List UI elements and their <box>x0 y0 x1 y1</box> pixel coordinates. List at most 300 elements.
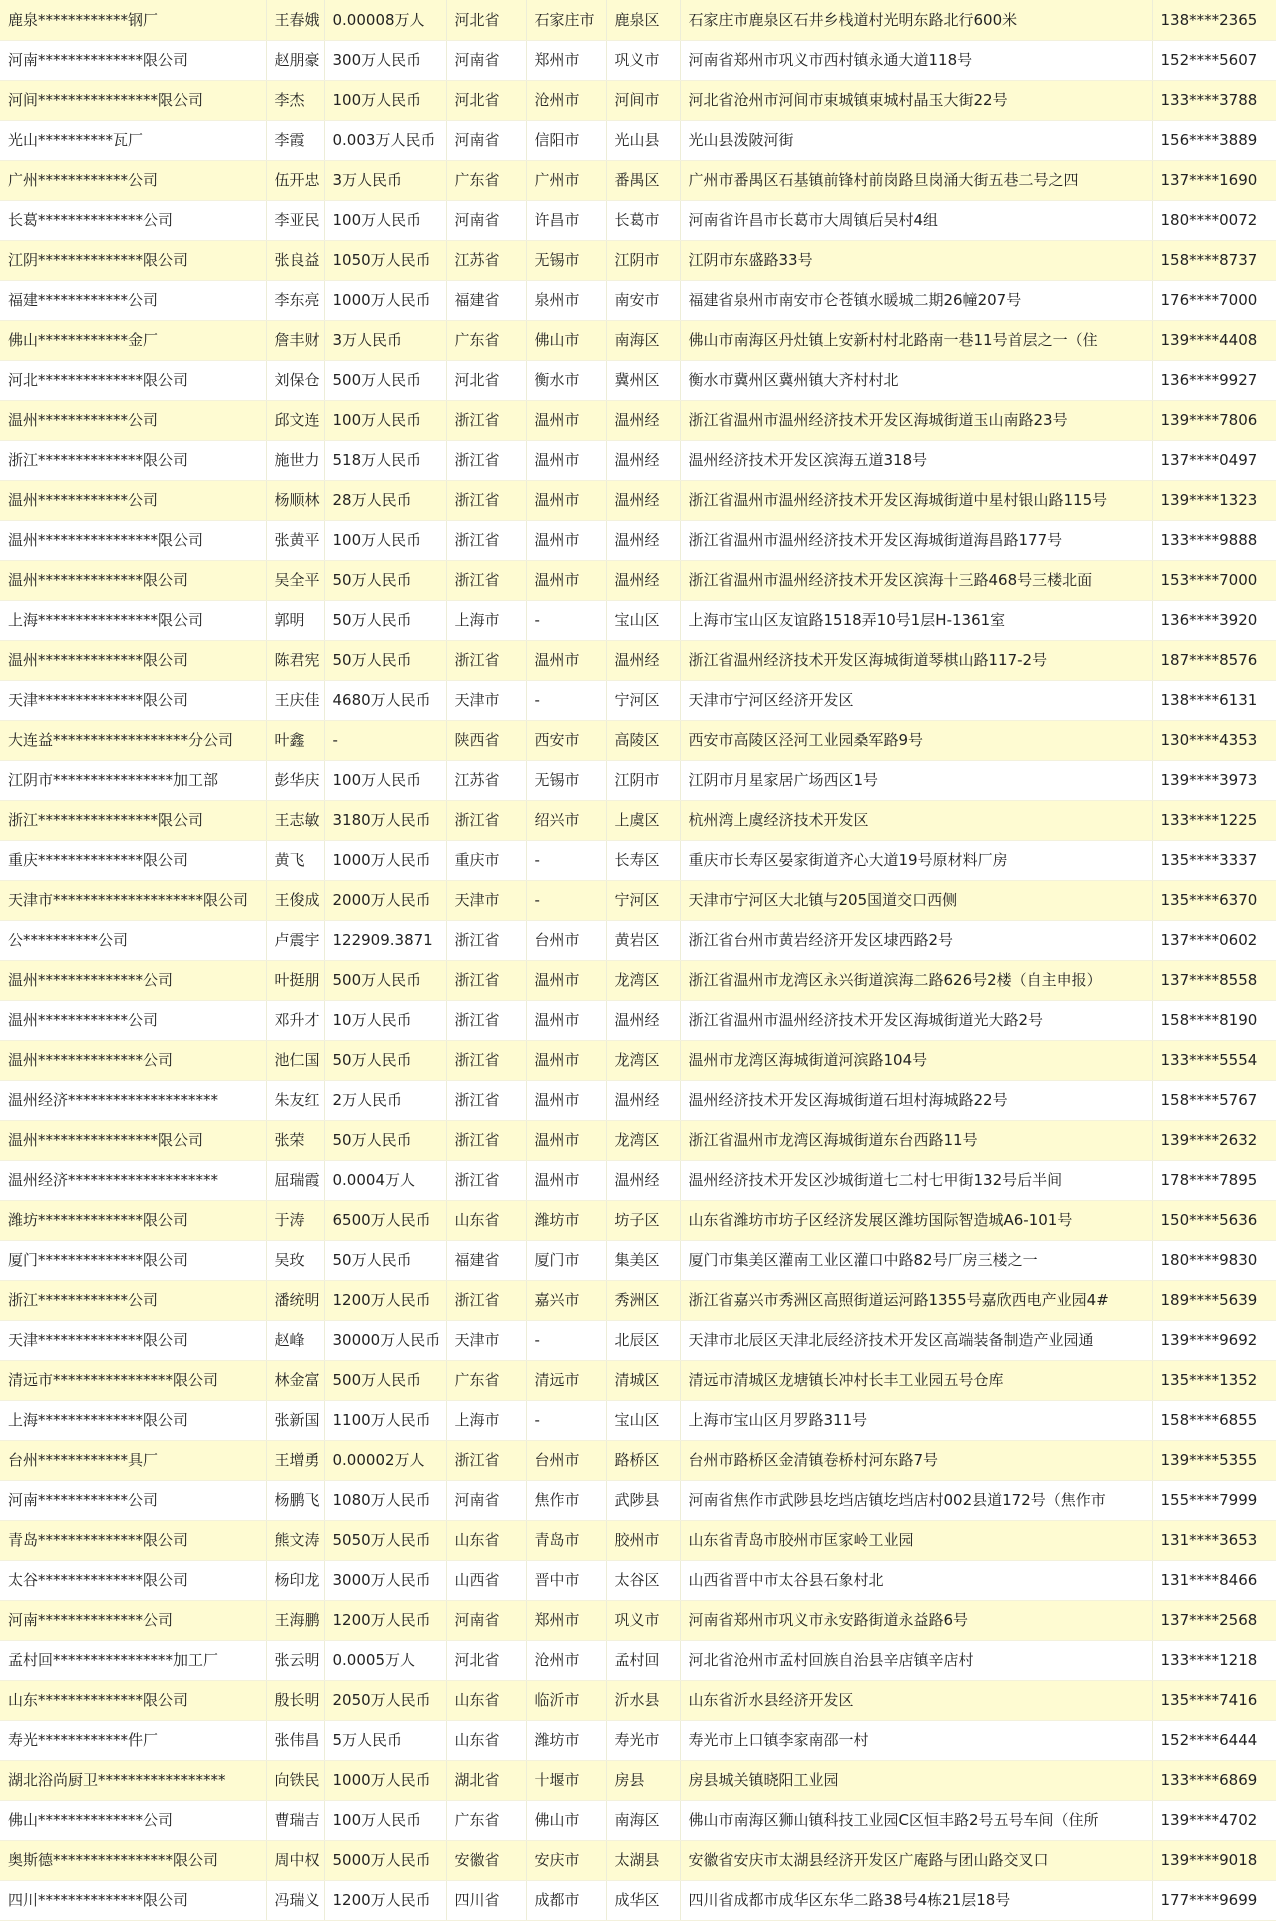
phone-cell: 180****9830 <box>1152 1240 1276 1280</box>
district-cell: 龙湾区 <box>606 960 680 1000</box>
city-cell: 西安市 <box>526 720 606 760</box>
city-cell: 石家庄市 <box>526 0 606 40</box>
address-cell: 河北省沧州市孟村回族自治县辛店镇辛店村 <box>680 1640 1152 1680</box>
registered-capital-cell: 1080万人民币 <box>324 1480 446 1520</box>
province-cell: 上海市 <box>446 1400 526 1440</box>
legal-person-cell: 向铁民 <box>266 1760 324 1800</box>
district-cell: 成华区 <box>606 1880 680 1920</box>
table-row <box>0 1480 1276 1520</box>
legal-person-cell: 李霞 <box>266 120 324 160</box>
province-cell: 河南省 <box>446 200 526 240</box>
company-name-cell: 太谷**************限公司 <box>0 1560 266 1600</box>
table-row <box>0 1760 1276 1800</box>
table-row <box>0 160 1276 200</box>
address-cell: 浙江省温州市龙湾区永兴街道滨海二路626号2楼（自主申报） <box>680 960 1152 1000</box>
table-row <box>0 1520 1276 1560</box>
address-cell: 浙江省温州市温州经济技术开发区海城街道玉山南路23号 <box>680 400 1152 440</box>
registered-capital-cell: 5050万人民币 <box>324 1520 446 1560</box>
address-cell: 浙江省温州市温州经济技术开发区滨海十三路468号三楼北面 <box>680 560 1152 600</box>
district-cell: 高陵区 <box>606 720 680 760</box>
city-cell: 广州市 <box>526 160 606 200</box>
province-cell: 福建省 <box>446 1240 526 1280</box>
city-cell: 成都市 <box>526 1880 606 1920</box>
phone-cell: 155****7999 <box>1152 1480 1276 1520</box>
table-row <box>0 1400 1276 1440</box>
province-cell: 浙江省 <box>446 1000 526 1040</box>
phone-cell: 131****3653 <box>1152 1520 1276 1560</box>
province-cell: 安徽省 <box>446 1840 526 1880</box>
company-name-cell: 清远市****************限公司 <box>0 1360 266 1400</box>
legal-person-cell: 屈瑞霞 <box>266 1160 324 1200</box>
company-name-cell: 温州****************限公司 <box>0 1120 266 1160</box>
table-row <box>0 80 1276 120</box>
legal-person-cell: 王志敏 <box>266 800 324 840</box>
table-row <box>0 1840 1276 1880</box>
city-cell: - <box>526 600 606 640</box>
district-cell: 巩义市 <box>606 40 680 80</box>
registered-capital-cell: 0.003万人民币 <box>324 120 446 160</box>
company-name-cell: 江阴**************限公司 <box>0 240 266 280</box>
address-cell: 浙江省嘉兴市秀洲区高照街道运河路1355号嘉欣西电产业园4# <box>680 1280 1152 1320</box>
table-row <box>0 960 1276 1000</box>
phone-cell: 137****1690 <box>1152 160 1276 200</box>
company-name-cell: 上海**************限公司 <box>0 1400 266 1440</box>
address-cell: 山东省沂水县经济开发区 <box>680 1680 1152 1720</box>
city-cell: 许昌市 <box>526 200 606 240</box>
province-cell: 四川省 <box>446 1880 526 1920</box>
table-row <box>0 1000 1276 1040</box>
province-cell: 江苏省 <box>446 760 526 800</box>
city-cell: 温州市 <box>526 1120 606 1160</box>
address-cell: 清远市清城区龙塘镇长冲村长丰工业园五号仓库 <box>680 1360 1152 1400</box>
district-cell: 温州经 <box>606 480 680 520</box>
city-cell: 绍兴市 <box>526 800 606 840</box>
registered-capital-cell: 0.0005万人 <box>324 1640 446 1680</box>
address-cell: 山东省青岛市胶州市匡家岭工业园 <box>680 1520 1152 1560</box>
registered-capital-cell: 122909.3871 <box>324 920 446 960</box>
legal-person-cell: 杨顺林 <box>266 480 324 520</box>
address-cell: 天津市宁河区经济开发区 <box>680 680 1152 720</box>
province-cell: 浙江省 <box>446 800 526 840</box>
company-name-cell: 天津**************限公司 <box>0 1320 266 1360</box>
company-name-cell: 潍坊**************限公司 <box>0 1200 266 1240</box>
legal-person-cell: 朱友红 <box>266 1080 324 1120</box>
company-name-cell: 厦门**************限公司 <box>0 1240 266 1280</box>
legal-person-cell: 殷长明 <box>266 1680 324 1720</box>
district-cell: 鹿泉区 <box>606 0 680 40</box>
registered-capital-cell: 100万人民币 <box>324 520 446 560</box>
registered-capital-cell: 50万人民币 <box>324 1120 446 1160</box>
phone-cell: 139****9692 <box>1152 1320 1276 1360</box>
registered-capital-cell: 500万人民币 <box>324 960 446 1000</box>
district-cell: 集美区 <box>606 1240 680 1280</box>
district-cell: 寿光市 <box>606 1720 680 1760</box>
legal-person-cell: 彭华庆 <box>266 760 324 800</box>
registered-capital-cell: 518万人民币 <box>324 440 446 480</box>
legal-person-cell: 张黄平 <box>266 520 324 560</box>
company-name-cell: 温州经济******************** <box>0 1080 266 1120</box>
legal-person-cell: 潘统明 <box>266 1280 324 1320</box>
district-cell: 胶州市 <box>606 1520 680 1560</box>
district-cell: 河间市 <box>606 80 680 120</box>
registered-capital-cell: 100万人民币 <box>324 1800 446 1840</box>
phone-cell: 139****4408 <box>1152 320 1276 360</box>
table-row <box>0 1280 1276 1320</box>
province-cell: 山东省 <box>446 1200 526 1240</box>
address-cell: 浙江省温州市温州经济技术开发区海城街道光大路2号 <box>680 1000 1152 1040</box>
legal-person-cell: 熊文涛 <box>266 1520 324 1560</box>
registered-capital-cell: 50万人民币 <box>324 1040 446 1080</box>
company-name-cell: 温州**************限公司 <box>0 560 266 600</box>
registered-capital-cell: 5万人民币 <box>324 1720 446 1760</box>
company-name-cell: 奥斯德****************限公司 <box>0 1840 266 1880</box>
company-name-cell: 广州************公司 <box>0 160 266 200</box>
company-name-cell: 佛山************金厂 <box>0 320 266 360</box>
address-cell: 房县城关镇晓阳工业园 <box>680 1760 1152 1800</box>
province-cell: 河南省 <box>446 40 526 80</box>
company-name-cell: 天津**************限公司 <box>0 680 266 720</box>
company-name-cell: 温州************公司 <box>0 400 266 440</box>
legal-person-cell: 刘保仓 <box>266 360 324 400</box>
phone-cell: 139****2632 <box>1152 1120 1276 1160</box>
province-cell: 天津市 <box>446 680 526 720</box>
city-cell: 无锡市 <box>526 760 606 800</box>
legal-person-cell: 杨鹏飞 <box>266 1480 324 1520</box>
table-row <box>0 560 1276 600</box>
district-cell: 温州经 <box>606 1000 680 1040</box>
city-cell: 温州市 <box>526 520 606 560</box>
legal-person-cell: 张新国 <box>266 1400 324 1440</box>
phone-cell: 135****6370 <box>1152 880 1276 920</box>
registered-capital-cell: 6500万人民币 <box>324 1200 446 1240</box>
city-cell: 台州市 <box>526 920 606 960</box>
registered-capital-cell: 50万人民币 <box>324 1240 446 1280</box>
province-cell: 浙江省 <box>446 920 526 960</box>
table-row <box>0 600 1276 640</box>
phone-cell: 135****1352 <box>1152 1360 1276 1400</box>
address-cell: 河南省郑州市巩义市永安路街道永益路6号 <box>680 1600 1152 1640</box>
district-cell: 宝山区 <box>606 600 680 640</box>
company-name-cell: 河南**************限公司 <box>0 40 266 80</box>
city-cell: - <box>526 1400 606 1440</box>
legal-person-cell: 黄飞 <box>266 840 324 880</box>
table-row <box>0 1080 1276 1120</box>
district-cell: 路桥区 <box>606 1440 680 1480</box>
registered-capital-cell: 100万人民币 <box>324 400 446 440</box>
district-cell: 宝山区 <box>606 1400 680 1440</box>
registered-capital-cell: 4680万人民币 <box>324 680 446 720</box>
city-cell: 温州市 <box>526 560 606 600</box>
address-cell: 佛山市南海区丹灶镇上安新村村北路南一巷11号首层之一（住 <box>680 320 1152 360</box>
province-cell: 广东省 <box>446 1360 526 1400</box>
province-cell: 山东省 <box>446 1680 526 1720</box>
registered-capital-cell: 50万人民币 <box>324 560 446 600</box>
table-row <box>0 320 1276 360</box>
address-cell: 天津市北辰区天津北辰经济技术开发区高端装备制造产业园通 <box>680 1320 1152 1360</box>
city-cell: 温州市 <box>526 1080 606 1120</box>
city-cell: 温州市 <box>526 960 606 1000</box>
table-row <box>0 520 1276 560</box>
phone-cell: 135****3337 <box>1152 840 1276 880</box>
registered-capital-cell: 10万人民币 <box>324 1000 446 1040</box>
company-name-cell: 上海****************限公司 <box>0 600 266 640</box>
company-name-cell: 光山**********瓦厂 <box>0 120 266 160</box>
province-cell: 河南省 <box>446 1600 526 1640</box>
city-cell: 沧州市 <box>526 1640 606 1680</box>
province-cell: 河南省 <box>446 1480 526 1520</box>
phone-cell: 139****9018 <box>1152 1840 1276 1880</box>
legal-person-cell: 李东亮 <box>266 280 324 320</box>
legal-person-cell: 邱文连 <box>266 400 324 440</box>
province-cell: 上海市 <box>446 600 526 640</box>
phone-cell: 138****2365 <box>1152 0 1276 40</box>
registered-capital-cell: 2万人民币 <box>324 1080 446 1120</box>
district-cell: 武陟县 <box>606 1480 680 1520</box>
phone-cell: 153****7000 <box>1152 560 1276 600</box>
city-cell: 泉州市 <box>526 280 606 320</box>
district-cell: 江阴市 <box>606 760 680 800</box>
address-cell: 衡水市冀州区冀州镇大齐村村北 <box>680 360 1152 400</box>
registered-capital-cell: 1050万人民币 <box>324 240 446 280</box>
district-cell: 温州经 <box>606 1080 680 1120</box>
company-name-cell: 鹿泉************钢厂 <box>0 0 266 40</box>
province-cell: 浙江省 <box>446 480 526 520</box>
city-cell: - <box>526 680 606 720</box>
province-cell: 浙江省 <box>446 440 526 480</box>
province-cell: 浙江省 <box>446 1280 526 1320</box>
company-name-cell: 浙江**************限公司 <box>0 440 266 480</box>
address-cell: 江阴市月星家居广场西区1号 <box>680 760 1152 800</box>
legal-person-cell: 张云明 <box>266 1640 324 1680</box>
address-cell: 台州市路桥区金清镇卷桥村河东路7号 <box>680 1440 1152 1480</box>
legal-person-cell: 李杰 <box>266 80 324 120</box>
table-row <box>0 480 1276 520</box>
company-name-cell: 天津市********************限公司 <box>0 880 266 920</box>
table-row <box>0 880 1276 920</box>
address-cell: 山东省潍坊市坊子区经济发展区潍坊国际智造城A6-101号 <box>680 1200 1152 1240</box>
table-row <box>0 1120 1276 1160</box>
company-name-cell: 台州************具厂 <box>0 1440 266 1480</box>
address-cell: 浙江省温州经济技术开发区海城街道琴棋山路117-2号 <box>680 640 1152 680</box>
phone-cell: 139****4702 <box>1152 1800 1276 1840</box>
district-cell: 宁河区 <box>606 680 680 720</box>
table-row <box>0 40 1276 80</box>
province-cell: 福建省 <box>446 280 526 320</box>
company-name-cell: 重庆**************限公司 <box>0 840 266 880</box>
company-name-cell: 福建************公司 <box>0 280 266 320</box>
district-cell: 南海区 <box>606 1800 680 1840</box>
address-cell: 浙江省台州市黄岩经济开发区埭西路2号 <box>680 920 1152 960</box>
province-cell: 河北省 <box>446 360 526 400</box>
phone-cell: 180****0072 <box>1152 200 1276 240</box>
city-cell: 清远市 <box>526 1360 606 1400</box>
city-cell: 温州市 <box>526 1160 606 1200</box>
province-cell: 浙江省 <box>446 1440 526 1480</box>
district-cell: 秀洲区 <box>606 1280 680 1320</box>
province-cell: 广东省 <box>446 320 526 360</box>
city-cell: 台州市 <box>526 1440 606 1480</box>
address-cell: 浙江省温州市温州经济技术开发区海城街道海昌路177号 <box>680 520 1152 560</box>
registered-capital-cell: 1200万人民币 <box>324 1600 446 1640</box>
company-name-cell: 河北**************限公司 <box>0 360 266 400</box>
city-cell: 温州市 <box>526 400 606 440</box>
district-cell: 龙湾区 <box>606 1120 680 1160</box>
district-cell: 冀州区 <box>606 360 680 400</box>
company-name-cell: 寿光************件厂 <box>0 1720 266 1760</box>
address-cell: 浙江省温州市温州经济技术开发区海城街道中星村银山路115号 <box>680 480 1152 520</box>
legal-person-cell: 杨印龙 <box>266 1560 324 1600</box>
registered-capital-cell: 5000万人民币 <box>324 1840 446 1880</box>
province-cell: 浙江省 <box>446 400 526 440</box>
address-cell: 河南省焦作市武陟县圪垱店镇圪垱店村002县道172号（焦作市 <box>680 1480 1152 1520</box>
legal-person-cell: 周中权 <box>266 1840 324 1880</box>
province-cell: 河北省 <box>446 80 526 120</box>
city-cell: - <box>526 1320 606 1360</box>
district-cell: 番禺区 <box>606 160 680 200</box>
province-cell: 山西省 <box>446 1560 526 1600</box>
phone-cell: 138****6131 <box>1152 680 1276 720</box>
legal-person-cell: 池仁国 <box>266 1040 324 1080</box>
phone-cell: 137****0497 <box>1152 440 1276 480</box>
legal-person-cell: 叶挺朋 <box>266 960 324 1000</box>
city-cell: 安庆市 <box>526 1840 606 1880</box>
province-cell: 天津市 <box>446 880 526 920</box>
legal-person-cell: 林金富 <box>266 1360 324 1400</box>
province-cell: 江苏省 <box>446 240 526 280</box>
province-cell: 浙江省 <box>446 1120 526 1160</box>
table-row <box>0 280 1276 320</box>
city-cell: 温州市 <box>526 1000 606 1040</box>
registered-capital-cell: 0.0004万人 <box>324 1160 446 1200</box>
phone-cell: 176****7000 <box>1152 280 1276 320</box>
district-cell: 江阴市 <box>606 240 680 280</box>
registered-capital-cell: 1000万人民币 <box>324 840 446 880</box>
city-cell: 信阳市 <box>526 120 606 160</box>
city-cell: 郑州市 <box>526 40 606 80</box>
district-cell: 孟村回 <box>606 1640 680 1680</box>
city-cell: 青岛市 <box>526 1520 606 1560</box>
registered-capital-cell: 2050万人民币 <box>324 1680 446 1720</box>
registered-capital-cell: 3180万人民币 <box>324 800 446 840</box>
registered-capital-cell: 300万人民币 <box>324 40 446 80</box>
address-cell: 天津市宁河区大北镇与205国道交口西侧 <box>680 880 1152 920</box>
phone-cell: 136****3920 <box>1152 600 1276 640</box>
district-cell: 长寿区 <box>606 840 680 880</box>
company-name-cell: 温州************公司 <box>0 1000 266 1040</box>
address-cell: 温州经济技术开发区滨海五道318号 <box>680 440 1152 480</box>
table-row <box>0 1040 1276 1080</box>
company-name-cell: 温州************公司 <box>0 480 266 520</box>
district-cell: 温州经 <box>606 560 680 600</box>
address-cell: 山西省晋中市太谷县石象村北 <box>680 1560 1152 1600</box>
company-name-cell: 佛山**************公司 <box>0 1800 266 1840</box>
registered-capital-cell: 28万人民币 <box>324 480 446 520</box>
address-cell: 浙江省温州市龙湾区海城街道东台西路11号 <box>680 1120 1152 1160</box>
phone-cell: 130****4353 <box>1152 720 1276 760</box>
district-cell: 龙湾区 <box>606 1040 680 1080</box>
district-cell: 巩义市 <box>606 1600 680 1640</box>
company-name-cell: 温州**************公司 <box>0 960 266 1000</box>
table-row <box>0 840 1276 880</box>
district-cell: 太谷区 <box>606 1560 680 1600</box>
table-row <box>0 1880 1276 1920</box>
phone-cell: 178****7895 <box>1152 1160 1276 1200</box>
district-cell: 南安市 <box>606 280 680 320</box>
registered-capital-cell: 500万人民币 <box>324 360 446 400</box>
phone-cell: 131****8466 <box>1152 1560 1276 1600</box>
province-cell: 重庆市 <box>446 840 526 880</box>
district-cell: 北辰区 <box>606 1320 680 1360</box>
registered-capital-cell: 50万人民币 <box>324 600 446 640</box>
legal-person-cell: 施世力 <box>266 440 324 480</box>
address-cell: 安徽省安庆市太湖县经济开发区广庵路与团山路交叉口 <box>680 1840 1152 1880</box>
table-row <box>0 1160 1276 1200</box>
province-cell: 山东省 <box>446 1520 526 1560</box>
legal-person-cell: 王庆佳 <box>266 680 324 720</box>
table-row <box>0 1440 1276 1480</box>
legal-person-cell: 吴全平 <box>266 560 324 600</box>
phone-cell: 158****8737 <box>1152 240 1276 280</box>
province-cell: 陕西省 <box>446 720 526 760</box>
district-cell: 黄岩区 <box>606 920 680 960</box>
province-cell: 湖北省 <box>446 1760 526 1800</box>
city-cell: - <box>526 880 606 920</box>
company-name-cell: 河南************公司 <box>0 1480 266 1520</box>
phone-cell: 137****0602 <box>1152 920 1276 960</box>
legal-person-cell: 邓升才 <box>266 1000 324 1040</box>
legal-person-cell: 冯瑞义 <box>266 1880 324 1920</box>
registered-capital-cell: 0.00008万人 <box>324 0 446 40</box>
legal-person-cell: 王增勇 <box>266 1440 324 1480</box>
registered-capital-cell: 500万人民币 <box>324 1360 446 1400</box>
city-cell: 晋中市 <box>526 1560 606 1600</box>
registered-capital-cell: 1200万人民币 <box>324 1280 446 1320</box>
address-cell: 福建省泉州市南安市仑苍镇水暖城二期26幢207号 <box>680 280 1152 320</box>
address-cell: 厦门市集美区灌南工业区灌口中路82号厂房三楼之一 <box>680 1240 1152 1280</box>
legal-person-cell: 于涛 <box>266 1200 324 1240</box>
legal-person-cell: 詹丰财 <box>266 320 324 360</box>
company-name-cell: 温州经济******************** <box>0 1160 266 1200</box>
table-row <box>0 760 1276 800</box>
registered-capital-cell: 1200万人民币 <box>324 1880 446 1920</box>
province-cell: 浙江省 <box>446 1040 526 1080</box>
phone-cell: 187****8576 <box>1152 640 1276 680</box>
legal-person-cell: 吴玫 <box>266 1240 324 1280</box>
company-name-cell: 温州**************限公司 <box>0 640 266 680</box>
legal-person-cell: 张良益 <box>266 240 324 280</box>
legal-person-cell: 王海鹏 <box>266 1600 324 1640</box>
district-cell: 温州经 <box>606 400 680 440</box>
city-cell: 嘉兴市 <box>526 1280 606 1320</box>
company-name-cell: 浙江************公司 <box>0 1280 266 1320</box>
table-row <box>0 1200 1276 1240</box>
table-row <box>0 640 1276 680</box>
table-row <box>0 440 1276 480</box>
phone-cell: 139****1323 <box>1152 480 1276 520</box>
address-cell: 重庆市长寿区晏家街道齐心大道19号原材料厂房 <box>680 840 1152 880</box>
province-cell: 浙江省 <box>446 1160 526 1200</box>
table-row <box>0 1640 1276 1680</box>
table-row <box>0 360 1276 400</box>
city-cell: 郑州市 <box>526 1600 606 1640</box>
phone-cell: 133****9888 <box>1152 520 1276 560</box>
province-cell: 天津市 <box>446 1320 526 1360</box>
table-row <box>0 720 1276 760</box>
registered-capital-cell: 3万人民币 <box>324 160 446 200</box>
district-cell: 太湖县 <box>606 1840 680 1880</box>
district-cell: 长葛市 <box>606 200 680 240</box>
city-cell: 温州市 <box>526 480 606 520</box>
